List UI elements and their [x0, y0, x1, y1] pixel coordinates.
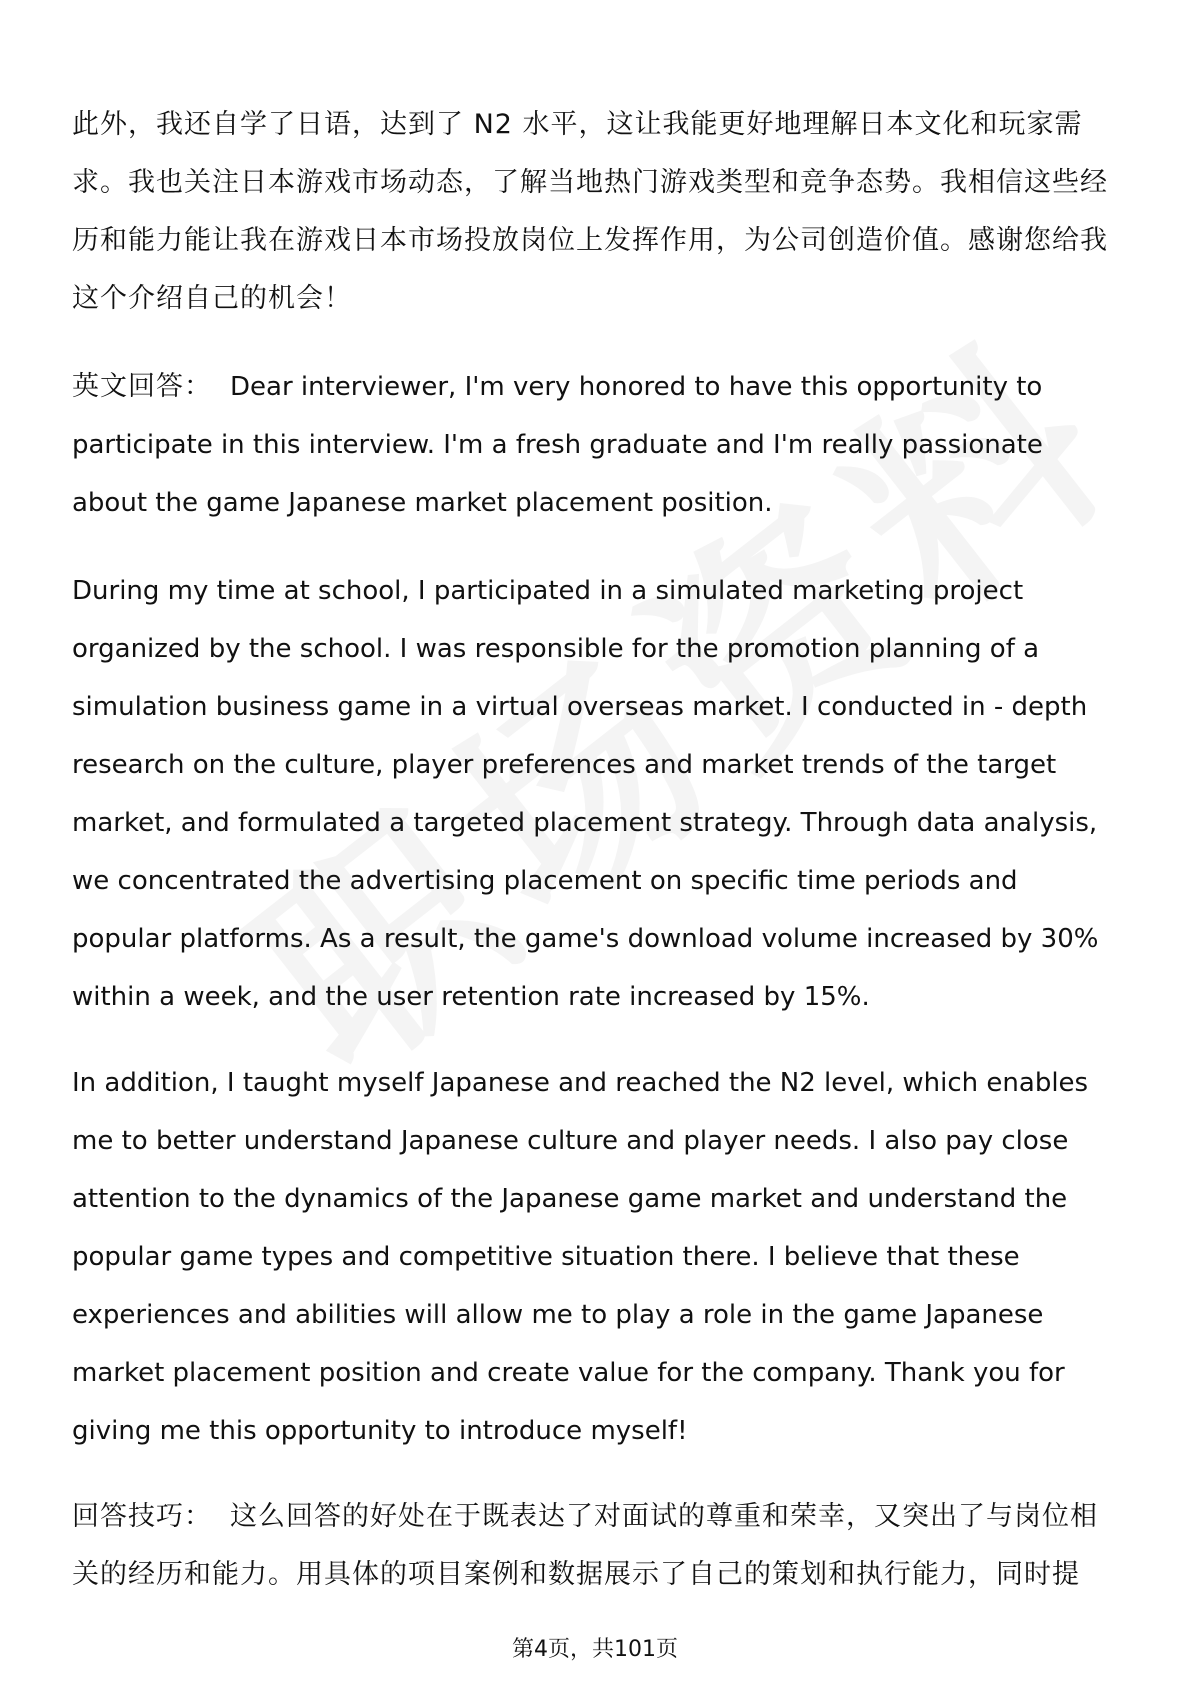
paragraph-chinese-continuation: 此外，我还自学了日语，达到了 N2 水平，这让我能更好地理解日本文化和玩家需求。我也关注日本游戏市场动态，了解当地热门游戏类型和竞争态势。我相信这些经历和能力能让我在游戏日本市场投放岗位上发挥作用，为公司创造价值。感谢您给我这个介绍自己的机会！	[72, 109, 1108, 314]
paragraph-english-japanese-skills: In addition, I taught myself Japanese and reached the N2 level, which enables me to better understand Japanese culture and player needs. I also pay close attention to the dynamics of the Japanese game market and understand the popular game types and competitive situation there. I believe that these experiences and abilities will allow me to play a role in the game Japanese market placement position and create value for the company. Thank you for giving me this opportunity to introduce myself!	[72, 1068, 1089, 1446]
page-number-footer: 第4页，共101页	[512, 1637, 678, 1662]
paragraph-english-intro	[72, 358, 1122, 532]
paragraph-answer-tips	[72, 1488, 1122, 1604]
tips-label: 回答技巧：	[72, 1501, 212, 1532]
tips-text: 这么回答的好处在于既表达了对面试的尊重和荣幸，又突出了与岗位相关的经历和能力。用具体的项目案例和数据展示了自己的策划和执行能力，同时提	[72, 1501, 1098, 1590]
english-answer-label: 英文回答：	[72, 371, 212, 402]
english-intro-text: Dear interviewer, I'm very honored to have this opportunity to participate in this interview. I'm a fresh graduate and I'm really passionate about the game Japanese market placement position.	[72, 372, 1043, 518]
paragraph-english-school-project: During my time at school, I participated in a simulated marketing project organized by the school. I was responsible for the promotion planning of a simulation business game in a virtual overseas market. I conducted in - depth research on the culture, player preferences and market trends of the target market, and formulated a targeted placement strategy. Through data analysis, we concentrated the advertising placement on specific time periods and popular platforms. As a result, the game's download volume increased by 30% within a week, and the user retention rate increased by 15%.	[72, 576, 1099, 1012]
